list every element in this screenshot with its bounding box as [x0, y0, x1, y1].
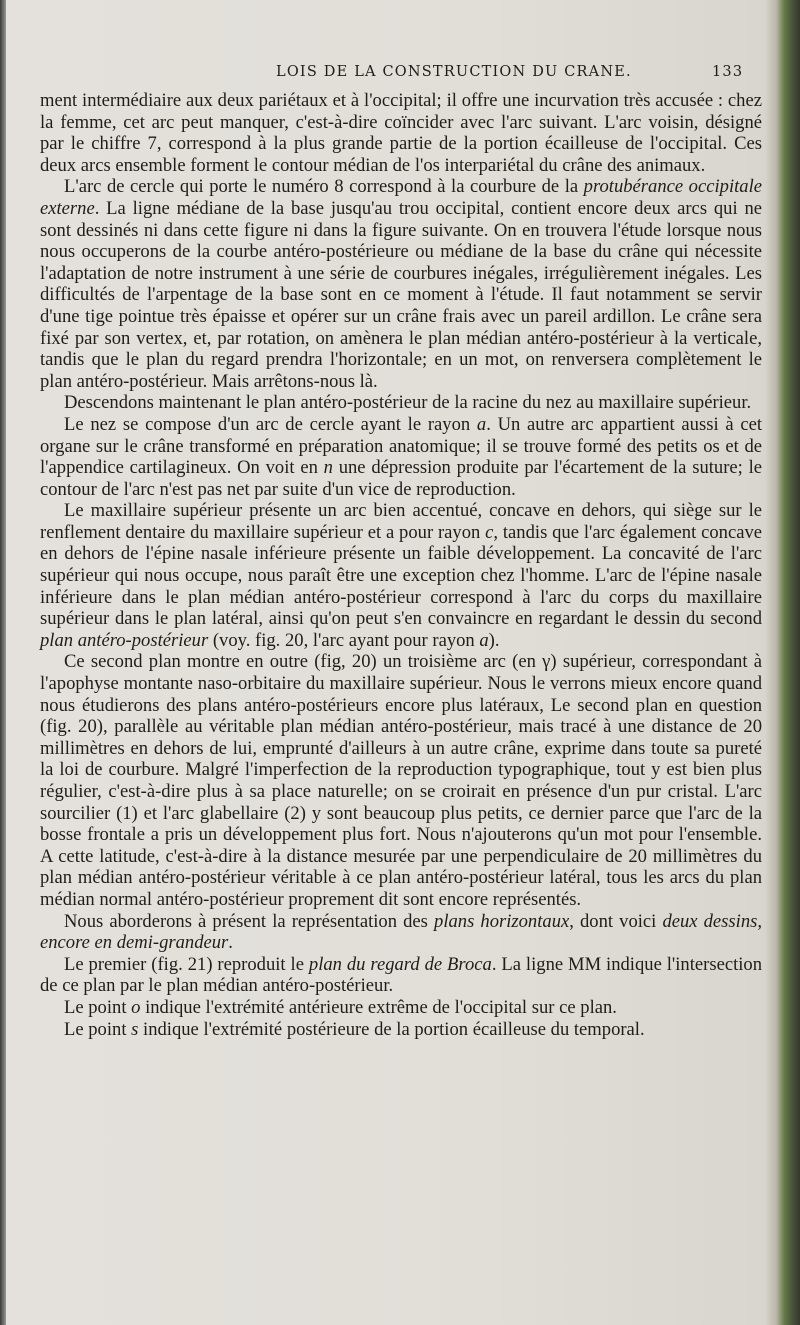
paragraph-4: Le nez se compose d'un arc de cercle ayant le rayon a. Un autre arc appartient aussi à cet organe sur le crâne transformé en préparation anatomique; il se trouve formé des petits os et de l'appendice cartilagineux. On voit en n une dépression produite par l'écartement de la suture; le contour de l'arc n'est pas net par suite d'un vice de reproduction.	[40, 413, 763, 500]
paragraph-7: Nous aborderons à présent la représentation des plans horizontaux, dont voici deux dessins, encore en demi-grandeur.	[40, 910, 763, 954]
running-title: LOIS DE LA CONSTRUCTION DU CRANE.	[276, 64, 632, 80]
italic-term: plan antéro-postérieur	[40, 629, 209, 651]
paragraph-5: Le maxillaire supérieur présente un arc bien accentué, concave en dehors, qui siège sur le renflement dentaire du maxillaire supérieur et a pour rayon c, tandis que l'arc également concave en dehors de l'épine nasale inférieure présente un faible développement. La concavité de l'arc supérieur qui nous occupe, nous paraît être une exception chez l'homme. L'arc de l'épine nasale inférieure dans le plan médian antéro-postérieur correspond à l'arc du corps du maxillaire supérieur dans le plan latéral, ainsi qu'on peut s'en convaincre en regardant le dessin du second plan antéro-postérieur (voy. fig. 20, l'arc ayant pour rayon a).	[40, 500, 762, 651]
body-text	[40, 90, 762, 1040]
paragraph-8: Le premier (fig. 21) reproduit le plan du regard de Broca. La ligne MM indique l'intersection de ce plan par le plan médian antéro-postérieur.	[40, 953, 763, 997]
page-left-shadow	[0, 0, 6, 1325]
page-number: 133	[712, 64, 744, 80]
paragraph-9: Le point o indique l'extrémité antérieure extrême de l'occipital sur ce plan.	[64, 996, 617, 1018]
paragraph-3: Descendons maintenant le plan antéro-postérieur de la racine du nez au maxillaire supérieur.	[64, 392, 752, 414]
page-right-edge	[766, 0, 800, 1325]
running-header	[0, 64, 800, 86]
paragraph-1: ment intermédiaire aux deux pariétaux et à l'occipital; il offre une incurvation très accusée : chez la femme, cet arc peut manquer, c'est-à-dire coïncider avec l'arc suivant. L'arc voisin, désigné par le chiffre 7, correspond à la plus grande partie de la portion écailleuse de l'occipital. Ces deux arcs ensemble forment le contour médian de l'os interpariétal du crâne des animaux.	[40, 90, 762, 176]
italic-term: plan du regard de Broca	[308, 953, 492, 975]
paragraph-2: L'arc de cercle qui porte le numéro 8 correspond à la courbure de la protubérance occipitale externe. La ligne médiane de la base jusqu'au trou occipital, contient encore deux arcs qui ne sont dessinés ni dans cette figure ni dans la figure suivante. On en trouvera l'étude lorsque nous nous occuperons de la courbe antéro-postérieure ou médiane de la base du crâne qui nécessite l'adaptation de notre instrument à une série de courbures inégales, irrégulièrement inégales. Les difficultés de l'arpentage de la base sont en ce moment à l'étude. Il faut notamment se servir d'une tige pointue très épaisse et opérer sur un crâne frais avec un pareil ardillon. Le crâne sera fixé par son vertex, et, par rotation, on amènera le plan médian antéro-postérieur à la verticale, tandis que le plan du regard prendra l'horizontale; en un mot, on renversera complètement le plan antéro-postérieur. Mais arrêtons-nous là.	[40, 176, 762, 392]
paragraph-6: Ce second plan montre en outre (fig, 20) un troisième arc (en γ) supérieur, correspondant à l'apophyse montante naso-orbitaire du maxillaire supérieur. Nous le verrons mieux encore quand nous étudierons des plans antéro-postérieurs encore plus latéraux, Le second plan en question (fig. 20), parallèle au véritable plan médian antéro-postérieur, mais tracé à une distance de 20 millimètres en dehors de lui, emprunté d'ailleurs à un autre crâne, exprime dans toute sa pureté la loi de courbure. Malgré l'imperfection de la reproduction typographique, tout y est bien plus régulier, c'est-à-dire plus à sa place naturelle; on se croirait en présence d'un pur cristal. L'arc sourcilier (1) et l'arc glabellaire (2) y sont beaucoup plus petits, ce dernier parce que l'arc de la bosse frontale a pris un développement plus fort. Nous n'ajouterons qu'un mot pour l'ensemble. A cette latitude, c'est-à-dire à la distance mesurée par une perpendiculaire de 20 millimètres du plan médian antéro-postérieur véritable à ce plan antéro-postérieur latéral, tous les arcs du plan médian normal antéro-postérieur proprement dit sont encore représentés.	[40, 651, 762, 910]
italic-term: plans horizontaux	[434, 910, 570, 932]
paragraph-10: Le point s indique l'extrémité postérieure de la portion écailleuse du temporal.	[64, 1018, 645, 1040]
italic-term: protubérance occipitale externe	[40, 176, 762, 219]
italic-term: deux dessins, encore en demi-grandeur	[40, 910, 763, 954]
